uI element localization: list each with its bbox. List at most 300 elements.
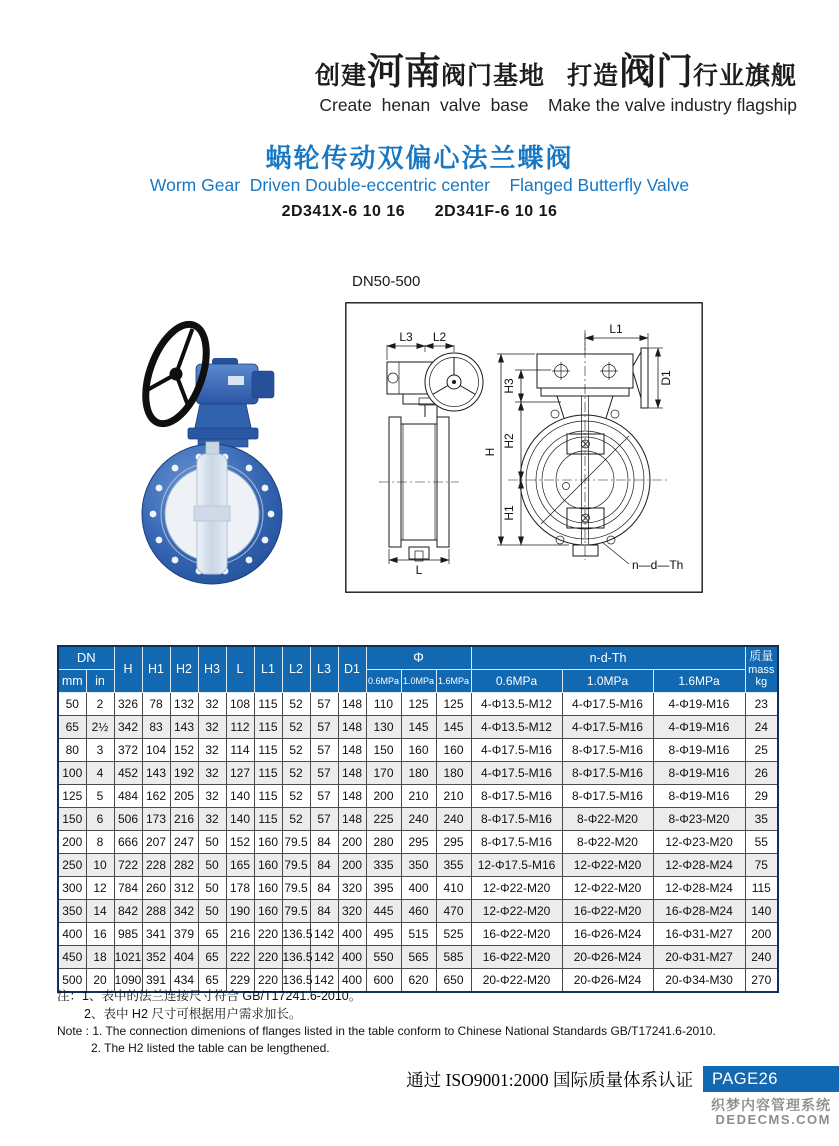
table-cell: 115: [254, 738, 282, 761]
note-zh-1: 注：1、表中的法兰连接尺寸符合 GB/T17241.6-2010。: [57, 989, 362, 1003]
table-cell: 84: [310, 899, 338, 922]
table-cell: 142: [310, 968, 338, 992]
table-cell: 32: [198, 761, 226, 784]
table-cell: 148: [338, 784, 366, 807]
table-cell: 666: [114, 830, 142, 853]
table-cell: 79.5: [282, 830, 310, 853]
table-cell: 229: [226, 968, 254, 992]
table-cell: 145: [436, 715, 471, 738]
table-cell: 260: [142, 876, 170, 899]
table-cell: 400: [401, 876, 436, 899]
table-cell: 29: [745, 784, 778, 807]
table-cell: 190: [226, 899, 254, 922]
slogan-part: 阀门基地: [440, 62, 545, 90]
table-cell: 152: [226, 830, 254, 853]
table-cell: 1090: [114, 968, 142, 992]
col-header-d1: D1: [338, 646, 366, 692]
table-cell: 84: [310, 853, 338, 876]
table-row: [58, 715, 778, 738]
table-cell: 50: [198, 830, 226, 853]
table-cell: 79.5: [282, 899, 310, 922]
table-cell: 52: [282, 692, 310, 715]
table-cell: 6: [86, 807, 114, 830]
table-cell: 200: [58, 830, 86, 853]
table-cell: 200: [338, 853, 366, 876]
table-cell: 12-Φ22-M20: [471, 899, 562, 922]
table-cell: 150: [58, 807, 86, 830]
table-cell: 160: [401, 738, 436, 761]
table-cell: 3: [86, 738, 114, 761]
slogan-chinese: [315, 50, 797, 94]
table-cell: 395: [366, 876, 401, 899]
dim-label-h3: H3: [502, 378, 516, 394]
table-cell: 148: [338, 715, 366, 738]
table-cell: 160: [436, 738, 471, 761]
table-cell: 295: [436, 830, 471, 853]
table-cell: 200: [366, 784, 401, 807]
table-cell: 985: [114, 922, 142, 945]
table-cell: 12-Φ28-M24: [653, 876, 745, 899]
table-cell: 8-Φ23-M20: [653, 807, 745, 830]
table-cell: 400: [58, 922, 86, 945]
table-cell: 136.5: [282, 968, 310, 992]
table-cell: 207: [142, 830, 170, 853]
page-number-badge: PAGE26: [703, 1066, 839, 1092]
table-cell: 391: [142, 968, 170, 992]
table-cell: 65: [198, 945, 226, 968]
table-cell: 160: [254, 853, 282, 876]
table-cell: 20-Φ22-M20: [471, 968, 562, 992]
slogan-english: Create henan valve base Make the valve industry flagship: [319, 95, 797, 116]
table-cell: 565: [401, 945, 436, 968]
table-cell: 20-Φ31-M27: [653, 945, 745, 968]
col-header-phi-06: 0.6MPa: [366, 669, 401, 692]
table-cell: 57: [310, 807, 338, 830]
table-cell: 200: [338, 830, 366, 853]
table-cell: 108: [226, 692, 254, 715]
table-cell: 180: [401, 761, 436, 784]
watermark-line-en: DEDECMS.COM: [715, 1112, 831, 1128]
table-cell: 65: [198, 922, 226, 945]
table-cell: 148: [338, 807, 366, 830]
col-header-h2: H2: [170, 646, 198, 692]
table-cell: 8-Φ17.5-M16: [562, 784, 653, 807]
cms-watermark: [711, 1097, 831, 1128]
table-cell: 140: [745, 899, 778, 922]
table-cell: 115: [254, 807, 282, 830]
table-cell: 24: [745, 715, 778, 738]
table-cell: 8-Φ22-M20: [562, 830, 653, 853]
table-cell: 140: [226, 807, 254, 830]
table-cell: 8-Φ17.5-M16: [471, 830, 562, 853]
table-cell: 445: [366, 899, 401, 922]
table-cell: 148: [338, 738, 366, 761]
table-cell: 52: [282, 738, 310, 761]
col-header-in: in: [86, 669, 114, 692]
table-cell: 32: [198, 807, 226, 830]
table-cell: 10: [86, 853, 114, 876]
table-cell: 83: [142, 715, 170, 738]
col-header-dn: DN: [58, 646, 114, 669]
valve-disc: [194, 442, 230, 574]
table-cell: 8-Φ19-M16: [653, 761, 745, 784]
table-cell: 32: [198, 738, 226, 761]
table-cell: 460: [401, 899, 436, 922]
table-cell: 1021: [114, 945, 142, 968]
table-cell: 220: [254, 968, 282, 992]
col-header-ndth-16: 1.6MPa: [653, 669, 745, 692]
model-numbers: 2D341X-6 10 16 2D341F-6 10 16: [281, 203, 558, 220]
table-cell: 205: [170, 784, 198, 807]
table-cell: 312: [170, 876, 198, 899]
mass-label-en: mass: [748, 663, 775, 676]
table-cell: 550: [366, 945, 401, 968]
table-row: [58, 692, 778, 715]
iso-certification-text: 通过 ISO9001:2000 国际质量体系认证: [406, 1069, 693, 1090]
col-header-phi-10: 1.0MPa: [401, 669, 436, 692]
table-row: [58, 922, 778, 945]
watermark-line-zh: 织梦内容管理系统: [711, 1097, 831, 1113]
dim-label-l2: L2: [432, 330, 447, 344]
table-cell: 132: [170, 692, 198, 715]
table-cell: 57: [310, 784, 338, 807]
table-cell: 79.5: [282, 876, 310, 899]
col-header-mm: mm: [58, 669, 86, 692]
slogan-part-emphasis: 河南: [366, 51, 441, 92]
table-cell: 148: [338, 692, 366, 715]
table-cell: 16-Φ22-M20: [562, 899, 653, 922]
page-title-english: Worm Gear Driven Double-eccentric center Flanged Butterfly Valve: [149, 175, 690, 195]
table-cell: 100: [58, 761, 86, 784]
spec-table-header: [58, 646, 778, 692]
col-header-h1: H1: [142, 646, 170, 692]
table-cell: 52: [282, 807, 310, 830]
table-cell: 140: [226, 784, 254, 807]
slogan-part: 打造: [566, 62, 619, 90]
table-cell: 20-Φ34-M30: [653, 968, 745, 992]
table-cell: 282: [170, 853, 198, 876]
table-cell: 20-Φ26-M24: [562, 968, 653, 992]
table-cell: 142: [310, 922, 338, 945]
dim-label-d1: D1: [659, 370, 673, 386]
table-cell: 4-Φ19-M16: [653, 692, 745, 715]
table-cell: 25: [745, 738, 778, 761]
table-cell: 148: [338, 761, 366, 784]
size-range-label: DN50-500: [352, 273, 421, 290]
table-cell: 280: [366, 830, 401, 853]
table-cell: 12-Φ22-M20: [562, 876, 653, 899]
table-cell: 240: [401, 807, 436, 830]
header-slogan: [315, 50, 797, 116]
table-cell: 300: [58, 876, 86, 899]
table-cell: 484: [114, 784, 142, 807]
table-cell: 8-Φ19-M16: [653, 738, 745, 761]
table-cell: 57: [310, 738, 338, 761]
table-cell: 400: [338, 968, 366, 992]
table-cell: 326: [114, 692, 142, 715]
table-cell: 35: [745, 807, 778, 830]
table-cell: 65: [58, 715, 86, 738]
table-cell: 115: [254, 761, 282, 784]
table-cell: 32: [198, 784, 226, 807]
valve-photo: [100, 316, 330, 604]
table-cell: 404: [170, 945, 198, 968]
table-cell: 8-Φ17.5-M16: [562, 761, 653, 784]
table-cell: 4-Φ13.5-M12: [471, 692, 562, 715]
table-cell: 400: [338, 922, 366, 945]
table-cell: 52: [282, 761, 310, 784]
table-cell: 240: [436, 807, 471, 830]
table-cell: 115: [254, 715, 282, 738]
table-cell: 222: [226, 945, 254, 968]
table-cell: 8-Φ22-M20: [562, 807, 653, 830]
dim-label-h2: H2: [502, 433, 516, 449]
dim-label-l: L: [415, 563, 423, 577]
table-cell: 57: [310, 692, 338, 715]
table-cell: 14: [86, 899, 114, 922]
table-cell: 452: [114, 761, 142, 784]
table-row: [58, 945, 778, 968]
table-cell: 240: [745, 945, 778, 968]
table-cell: 180: [436, 761, 471, 784]
table-cell: 12-Φ23-M20: [653, 830, 745, 853]
dim-label-h1: H1: [502, 505, 516, 521]
slogan-part-emphasis: 阀门: [618, 51, 693, 92]
table-cell: 342: [170, 899, 198, 922]
col-header-ndth-06: 0.6MPa: [471, 669, 562, 692]
table-cell: 170: [366, 761, 401, 784]
dim-label-ndth: n—d—Th: [632, 558, 684, 572]
col-header-l2: L2: [282, 646, 310, 692]
table-cell: 16-Φ22-M20: [471, 922, 562, 945]
table-cell: 8-Φ17.5-M16: [471, 784, 562, 807]
table-cell: 84: [310, 830, 338, 853]
table-row: [58, 738, 778, 761]
table-cell: 12: [86, 876, 114, 899]
table-cell: 136.5: [282, 922, 310, 945]
table-cell: 52: [282, 784, 310, 807]
table-cell: 450: [58, 945, 86, 968]
mass-unit: kg: [755, 675, 768, 688]
table-cell: 434: [170, 968, 198, 992]
table-cell: 50: [58, 692, 86, 715]
table-cell: 5: [86, 784, 114, 807]
table-cell: 4: [86, 761, 114, 784]
table-cell: 150: [366, 738, 401, 761]
table-cell: 50: [198, 853, 226, 876]
table-cell: 352: [142, 945, 170, 968]
table-cell: 295: [401, 830, 436, 853]
table-cell: 178: [226, 876, 254, 899]
table-cell: 220: [254, 922, 282, 945]
table-row: [58, 761, 778, 784]
table-cell: 515: [401, 922, 436, 945]
table-cell: 192: [170, 761, 198, 784]
table-cell: 410: [436, 876, 471, 899]
col-header-phi: Φ: [366, 646, 471, 669]
table-cell: 288: [142, 899, 170, 922]
table-cell: 200: [745, 922, 778, 945]
table-cell: 355: [436, 853, 471, 876]
table-cell: 400: [338, 945, 366, 968]
table-cell: 136.5: [282, 945, 310, 968]
table-cell: 335: [366, 853, 401, 876]
col-header-mass: [745, 646, 778, 692]
table-cell: 104: [142, 738, 170, 761]
table-cell: 228: [142, 853, 170, 876]
table-cell: 32: [198, 715, 226, 738]
table-cell: 270: [745, 968, 778, 992]
table-cell: 52: [282, 715, 310, 738]
table-cell: 130: [366, 715, 401, 738]
dim-label-l3: L3: [399, 330, 413, 344]
table-cell: 127: [226, 761, 254, 784]
table-cell: 585: [436, 945, 471, 968]
table-cell: 110: [366, 692, 401, 715]
table-cell: 506: [114, 807, 142, 830]
table-cell: 16-Φ31-M27: [653, 922, 745, 945]
table-cell: 16-Φ22-M20: [471, 945, 562, 968]
technical-drawing: [345, 302, 703, 593]
table-cell: 160: [254, 899, 282, 922]
table-cell: 650: [436, 968, 471, 992]
table-cell: 125: [401, 692, 436, 715]
table-cell: 4-Φ17.5-M16: [562, 715, 653, 738]
notes: [57, 988, 716, 1057]
table-cell: 125: [58, 784, 86, 807]
table-cell: 220: [254, 945, 282, 968]
table-cell: 23: [745, 692, 778, 715]
table-cell: 16-Φ26-M24: [562, 922, 653, 945]
table-cell: 12-Φ22-M20: [471, 876, 562, 899]
table-cell: 145: [401, 715, 436, 738]
table-cell: 341: [142, 922, 170, 945]
table-cell: 16: [86, 922, 114, 945]
mass-label-zh: 质量: [749, 649, 774, 664]
col-header-ndth: n-d-Th: [471, 646, 745, 669]
table-cell: 16-Φ28-M24: [653, 899, 745, 922]
table-cell: 8-Φ17.5-M16: [562, 738, 653, 761]
col-header-h: H: [114, 646, 142, 692]
col-header-h3: H3: [198, 646, 226, 692]
note-en-2: 2. The H2 listed the table can be lengthened.: [91, 1040, 330, 1055]
table-cell: 12-Φ28-M24: [653, 853, 745, 876]
table-cell: 78: [142, 692, 170, 715]
table-cell: 784: [114, 876, 142, 899]
table-cell: 320: [338, 876, 366, 899]
table-cell: 20-Φ26-M24: [562, 945, 653, 968]
table-cell: 12-Φ22-M20: [562, 853, 653, 876]
table-cell: 722: [114, 853, 142, 876]
table-cell: 225: [366, 807, 401, 830]
col-header-l1: L1: [254, 646, 282, 692]
table-cell: 320: [338, 899, 366, 922]
table-cell: 65: [198, 968, 226, 992]
table-cell: 350: [58, 899, 86, 922]
table-cell: 125: [436, 692, 471, 715]
table-cell: 842: [114, 899, 142, 922]
table-cell: 143: [170, 715, 198, 738]
table-cell: 115: [254, 784, 282, 807]
table-row: [58, 830, 778, 853]
table-cell: 114: [226, 738, 254, 761]
col-header-ndth-10: 1.0MPa: [562, 669, 653, 692]
table-row: [58, 807, 778, 830]
table-cell: 4-Φ17.5-M16: [471, 738, 562, 761]
table-cell: 4-Φ17.5-M16: [471, 761, 562, 784]
table-cell: 342: [114, 715, 142, 738]
note-zh-2: 2、表中 H2 尺寸可根据用户需求加长。: [84, 1006, 302, 1021]
table-row: [58, 853, 778, 876]
table-cell: 250: [58, 853, 86, 876]
table-cell: 50: [198, 899, 226, 922]
table-cell: 18: [86, 945, 114, 968]
table-cell: 57: [310, 761, 338, 784]
table-cell: 20: [86, 968, 114, 992]
dim-label-h: H: [483, 447, 497, 457]
table-cell: 75: [745, 853, 778, 876]
table-cell: 600: [366, 968, 401, 992]
table-cell: 470: [436, 899, 471, 922]
table-cell: 4-Φ13.5-M12: [471, 715, 562, 738]
col-header-l3: L3: [310, 646, 338, 692]
spec-table: [57, 645, 779, 993]
table-cell: 79.5: [282, 853, 310, 876]
col-header-l: L: [226, 646, 254, 692]
col-header-phi-16: 1.6MPa: [436, 669, 471, 692]
table-cell: 143: [142, 761, 170, 784]
table-cell: 50: [198, 876, 226, 899]
footer: [0, 1066, 839, 1092]
table-cell: 115: [745, 876, 778, 899]
table-row: [58, 876, 778, 899]
dim-label-l1: L1: [609, 322, 623, 336]
table-cell: 2: [86, 692, 114, 715]
table-cell: 173: [142, 807, 170, 830]
table-cell: 80: [58, 738, 86, 761]
table-cell: 495: [366, 922, 401, 945]
table-cell: 210: [401, 784, 436, 807]
table-cell: 84: [310, 876, 338, 899]
table-cell: 379: [170, 922, 198, 945]
table-cell: 55: [745, 830, 778, 853]
table-cell: 8: [86, 830, 114, 853]
table-cell: 350: [401, 853, 436, 876]
table-cell: 620: [401, 968, 436, 992]
table-cell: 160: [254, 876, 282, 899]
table-cell: 12-Φ17.5-M16: [471, 853, 562, 876]
table-cell: 216: [170, 807, 198, 830]
table-cell: 4-Φ19-M16: [653, 715, 745, 738]
slogan-part: 行业旗舰: [692, 62, 797, 90]
note-en-1: Note : 1. The connection dimenions of flanges listed in the table conform to Chinese National Standards GB/T17241.6-2010.: [57, 1024, 716, 1038]
table-cell: 115: [254, 692, 282, 715]
table-cell: 525: [436, 922, 471, 945]
slogan-part: 创建: [314, 62, 367, 90]
page-title: 蜗轮传动双偏心法兰蝶阀: [265, 143, 574, 173]
table-cell: 8-Φ19-M16: [653, 784, 745, 807]
table-cell: 165: [226, 853, 254, 876]
table-cell: 162: [142, 784, 170, 807]
table-cell: 142: [310, 945, 338, 968]
table-cell: 210: [436, 784, 471, 807]
table-cell: 216: [226, 922, 254, 945]
valve-neck: [188, 404, 258, 447]
table-row: [58, 899, 778, 922]
table-cell: 160: [254, 830, 282, 853]
table-cell: 247: [170, 830, 198, 853]
table-cell: 2½: [86, 715, 114, 738]
